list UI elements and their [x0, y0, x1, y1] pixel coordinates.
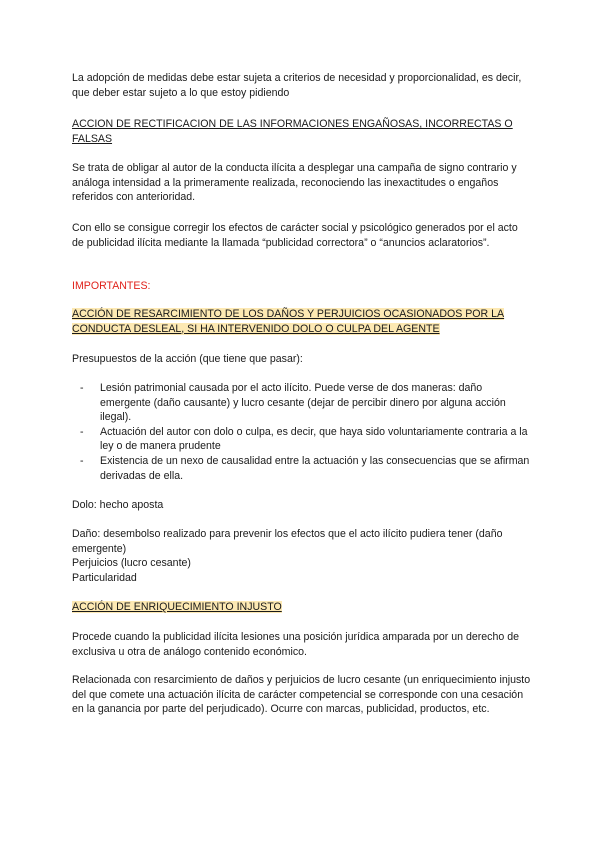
heading-resarcimiento-text: ACCIÓN DE RESARCIMIENTO DE LOS DAÑOS Y PERJUICIOS OCASIONADOS POR LA CONDUCTA DESLEAL, SI HA INTERVENIDO DOLO O CULPA DEL AGENTE: [72, 308, 505, 335]
paragraph-rectificacion-1: Se trata de obligar al autor de la conducta ilícita a desplegar una campaña de signo contrario y análoga intensidad a la primeramente realizada, reconociendo las inexactitudes o engaños referidos con anterioridad.: [72, 162, 517, 204]
paragraph-presupuestos: Presupuestos de la acción (que tiene que pasar):: [72, 353, 303, 365]
list-item-text: Actuación del autor con dolo o culpa, es decir, que haya sido voluntariamente contraria a la ley o de manera prudente: [100, 425, 528, 453]
heading-enriquecimiento-text: ACCIÓN DE ENRIQUECIMIENTO INJUSTO: [72, 601, 282, 613]
heading-rectificacion-text: ACCION DE RECTIFICACION DE LAS INFORMACIONES ENGAÑOSAS, INCORRECTAS O FALSAS: [72, 118, 513, 145]
presupuestos-list: [80, 381, 532, 483]
importantes-colon: :: [147, 280, 151, 292]
heading-rectificacion: [72, 117, 532, 146]
list-item-text: Existencia de un nexo de causalidad entre la actuación y las consecuencias que se afirman derivadas de ella.: [100, 454, 530, 482]
heading-resarcimiento: [72, 307, 532, 336]
paragraph-particularidad: Particularidad: [72, 571, 137, 584]
list-item: [80, 425, 532, 454]
paragraph-dano: Daño: desembolso realizado para prevenir los efectos que el acto ilícito pudiera tener (daño emergente): [72, 528, 503, 555]
heading-enriquecimiento: [72, 600, 532, 615]
list-item: [80, 381, 532, 425]
definitions-block: [72, 527, 532, 585]
paragraph-perjuicios: Perjuicios (lucro cesante): [72, 557, 191, 570]
paragraph-enriquecimiento-2: Relacionada con resarcimiento de daños y perjuicios de lucro cesante (un enriquecimiento injusto del que comete una actuación ilícita de carácter competencial se corresponde con una cesación en la ganancia por parte del perjudicado). Ocurre con marcas, publicidad, productos, etc.: [72, 674, 531, 716]
list-dash: -: [80, 382, 84, 394]
importantes-label: IMPORTANTES: [72, 280, 148, 292]
importantes-line: [72, 279, 532, 294]
list-item-text: Lesión patrimonial causada por el acto ilícito. Puede verse de dos maneras: daño emergente (daño causante) y lucro cesante (dejar de percibir dinero por alguna acción ilegal).: [100, 382, 506, 424]
paragraph-enriquecimiento-1: Procede cuando la publicidad ilícita lesiones una posición jurídica amparada por un derecho de exclusiva u otra de análogo contenido económico.: [72, 631, 519, 658]
list-dash: -: [80, 425, 84, 438]
list-item: [80, 454, 532, 483]
paragraph-intro: La adopción de medidas debe estar sujeta a criterios de necesidad y proporcionalidad, es decir, que deber estar sujeto a lo que estoy pidiendo: [72, 72, 522, 99]
paragraph-dolo: Dolo: hecho aposta: [72, 499, 164, 511]
paragraph-rectificacion-2: Con ello se consigue corregir los efectos de carácter social y psicológico generados por el acto de publicidad ilícita mediante la llamada “publicidad correctora” o “anuncios aclaratorios”.: [72, 222, 518, 249]
list-dash: -: [80, 454, 84, 467]
